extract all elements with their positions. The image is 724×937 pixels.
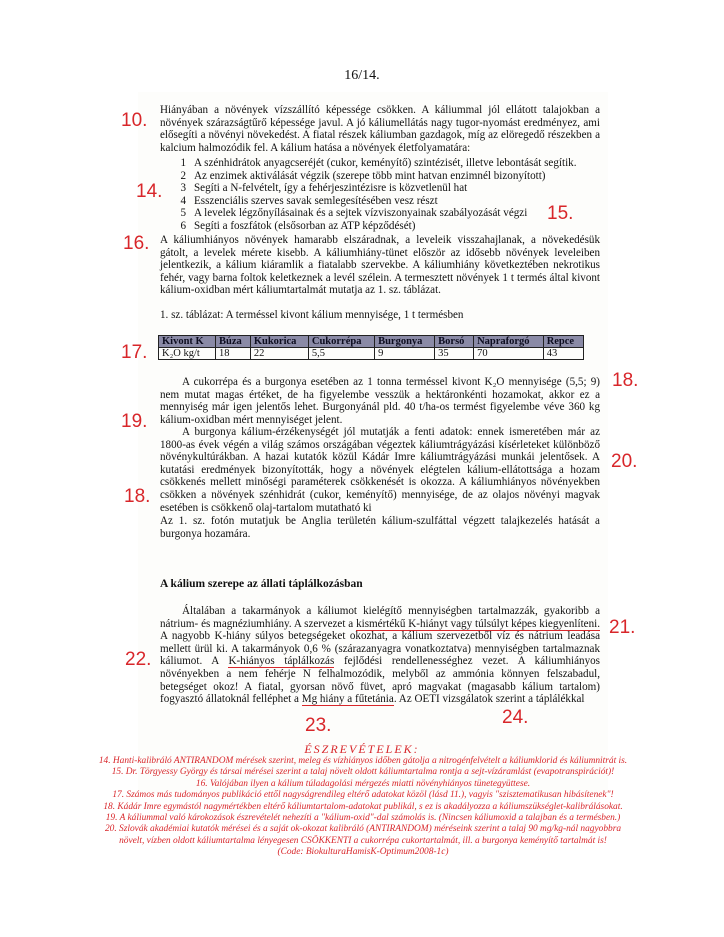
underlined-phrase: Mg hiány a fűtetánia — [301, 693, 394, 706]
note-line: 19. A káliummal való károkozások észrevételét nehezíti a "kálium-oxid"-dal számolás is. (Nincsen káliumoxid a talajban és a termésben.) — [105, 813, 621, 824]
note-line: (Code: BiokulturaHamisK-Optimum2008-1c) — [277, 847, 449, 858]
margin-mark: 23. — [305, 715, 332, 736]
notes-title: ÉSZREVÉTELEK: — [304, 742, 420, 756]
note-line: 14. Hanti-kalibráló ANTIRANDOM mérések szerint, meleg és vízhiányos időben gátolja a nitrogénfelvételt a káliumklorid és káliumnitrát is. — [98, 756, 628, 766]
margin-mark: 22. — [125, 649, 152, 670]
table-cell: 18 — [216, 348, 251, 360]
margin-mark: 15. — [547, 203, 574, 224]
margin-mark: 17. — [121, 342, 148, 363]
list-item: 4 Esszenciális szerves savak semlegesítésében vesz részt — [180, 194, 438, 207]
note-line: 20. Szlovák akadémiai kutatók mérései és a saját ok-okozat kalibráló (ANTIRANDOM) méréseink szerint a talaj 90 mg/kg-nál nagyobbra — [104, 824, 622, 835]
list-item: 2 Az enzimek aktiválását végzik (szerepe több mint hatvan enzimnél bizonyított) — [180, 169, 546, 182]
note-line: 18. Kádár Imre egymástól nagymértékben eltérő káliumtartalom-adatokat publikál, s ez is akadályozza a káliumszükséglet-kalibrálásokat. — [103, 801, 623, 812]
margin-mark: 18. — [612, 370, 639, 391]
paragraph-animal-nutrition: Általában a takarmányok a káliumot kielégítő mennyiségben tartalmazzák, gyakoribb a nátrium- és magnéziumhiány. A szervezet a kismértékű K-hiányt vagy túlsúlyt képes kiegyenlíteni. A nagyobb K-hiány súlyos betegségeket okozhat, a kálium szervezetből víz és nátrium leadása mellett ürül ki. A takarmányok 0,6 % (szárazanyagra vonatkoztatva) mennyiségben tartalmaznak káliumot. A K-hiányos táplálkozás fejlődési rendellenességhez vezet. A káliumhiányos növényekben a nem fehérje N felhalmozódik, melyből az ammónia könnyen felszabadul, betegséget okoz! A fiatal, gyorsan növő füvet, apró magvakat (magasabb kálium tartalom) fogyasztó állatoknál felléphet a Mg hiány a fűtetánia. Az OETI vizsgálatok szerint a táplálékkal — [160, 605, 600, 706]
table-cell: 9 — [375, 348, 435, 360]
table-cell: 70 — [474, 348, 544, 360]
table-header-cell: Burgonya — [375, 336, 435, 348]
table-header-cell: Repce — [543, 336, 583, 348]
note-line: 15. Dr. Törgyessy György és társai mérései szerint a talaj növelt oldott káliumtartalma rontja a sejt-vízáramlást (evapotranspirációt)! — [111, 767, 615, 778]
table-caption: 1. sz. táblázat: A terméssel kivont kálium mennyisége, 1 t termésben — [160, 309, 464, 321]
note-line: 16. Valójában ilyen a kálium túladagolási mérgezés miatti növényhiányos tünetegyüttese. — [195, 778, 531, 789]
potassium-effects-list — [160, 157, 600, 233]
list-item: 1 A szénhidrátok anyagcseréjét (cukor, keményítő) szintézisét, illetve lebontását segítik. — [180, 157, 577, 169]
page-number: 16/14. — [344, 68, 380, 83]
table-header-cell: Napraforgó — [474, 336, 544, 348]
table-cell: 35 — [435, 348, 474, 360]
margin-mark: 18. — [124, 486, 151, 507]
note-line: 17. Számos más tudományos publikáció ettől nagyságrendileg eltérő adatokat közöl (lásd 11.), vagyis "szisztematikusan hibásítenek"! — [112, 790, 614, 801]
table-header-cell: Borsó — [435, 336, 474, 348]
table-cell: 5,5 — [308, 348, 374, 360]
table-cell: 22 — [250, 348, 308, 360]
paragraph-potato-sensitivity: A burgonya kálium-érzékenységét jól mutatják a fenti adatok: ennek ismeretében már az 1800-as évek végén a világ számos országában végeztek káliumtrágyázási kísérleteket különböző növénykultúrákban. A hazai kutatók közül Kádár Imre káliumtrágyázási munkái jelentősek. A kutatási eredmények bizonyították, hogy a növények elégtelen kálium-ellátottsága a hozam csökkenés mellett minőségi paraméterek csökkenését is okozza. A káliumhiányos növényekben csökken a növények szénhidrát (cukor, keményítő) mennyisége, de az olajos növényi magvak esetében is csökkenő olaj-tartalom mutatható ki — [160, 426, 600, 514]
underlined-phrase: kismértékű K-hiányt vagy túlsúlyt képes kiegyenlíteni. — [356, 617, 600, 630]
margin-mark: 19. — [121, 411, 148, 432]
table-row — [159, 348, 584, 360]
table-header-cell: Kukorica — [250, 336, 308, 348]
paragraph-photo-reference: Az 1. sz. fotón mutatjuk be Anglia területén kálium-szulfáttal végzett talajkezelés hatását a burgonya hozamára. — [160, 515, 600, 540]
table-cell: K₂O kg/t — [159, 348, 216, 360]
list-item: 3 Segíti a N-felvételt, így a fehérjeszintézisre is közvetlenül hat — [180, 182, 468, 195]
paragraph-water-transport: Hiányában a növények vízszállító képessége csökken. A káliummal jól ellátott talajokban a növények szárazságtűrő képessége javul. A jó káliumellátás nagy tugor-nyomást eredményez, ami elősegíti a növényi növekedést. A fiatal részek káliumban gazdagok, míg az elöregedő részekben a kalcium halmozódik fel. A kálium hatása a növények életfolyamatára: — [160, 104, 600, 154]
margin-mark: 10. — [121, 110, 148, 131]
margin-mark: 16. — [123, 233, 150, 254]
underlined-phrase: K-hiányos táplálkozás — [228, 655, 335, 668]
paragraph-deficiency-symptoms: A káliumhiányos növények hamarabb elszáradnak, a leveleik visszahajlanak, a növekedésük gátolt, a levelek mérete kisebb. A káliumhiány-tünet először az idősebb növények leveleiben jelentkezik, a kálium kiáramlik a fiatalabb szervekbe. A káliumhiány következtében nekrotikus fehér, vagy barna foltok keletkeznek a levél szélein. A termesztett növények 1 t termés által kivont kálium-oxidban mért káliumtartalmát mutatja az 1. sz. táblázat. — [160, 234, 600, 297]
margin-mark: 14. — [136, 181, 163, 202]
list-item: 6 Segíti a foszfátok (elsősorban az ATP képződését) — [180, 219, 416, 232]
notes-block — [94, 756, 632, 859]
margin-mark: 21. — [609, 617, 636, 638]
potassium-removal-table — [158, 335, 584, 360]
list-item: 5 A levelek légzőnyílásainak és a sejtek vízviszonyainak szabályozását végzi — [180, 207, 528, 220]
paragraph-beet-potato: A cukorrépa és a burgonya esetében az 1 tonna terméssel kivont K₂O mennyisége (5,5; 9) nem mutat magas értéket, de ha figyelembe vesszük a hektáronkénti hozamokat, akkor ez a mennyiség már igen jelentős lehet. Burgonyánál pld. 40 t/ha-os termést figyelembe véve 360 kg kálium-oxidban mért mennyiséget jelent. — [160, 376, 600, 426]
margin-mark: 24. — [502, 707, 529, 728]
table-header-cell: Kivont K — [159, 336, 216, 348]
table-header-cell: Búza — [216, 336, 251, 348]
table-header-cell: Cukorrépa — [308, 336, 374, 348]
note-line: növelt, vízben oldott káliumtartalma lényegesen CSÖKKENTI a cukorrépa cukortartalmát, ill. a burgonya keményítő tartalmát is! — [119, 835, 607, 846]
table-header-row — [159, 336, 584, 348]
margin-mark: 20. — [611, 451, 638, 472]
table-cell: 43 — [543, 348, 583, 360]
section-heading-animal-nutrition: A kálium szerepe az állati táplálkozásban — [160, 578, 363, 590]
